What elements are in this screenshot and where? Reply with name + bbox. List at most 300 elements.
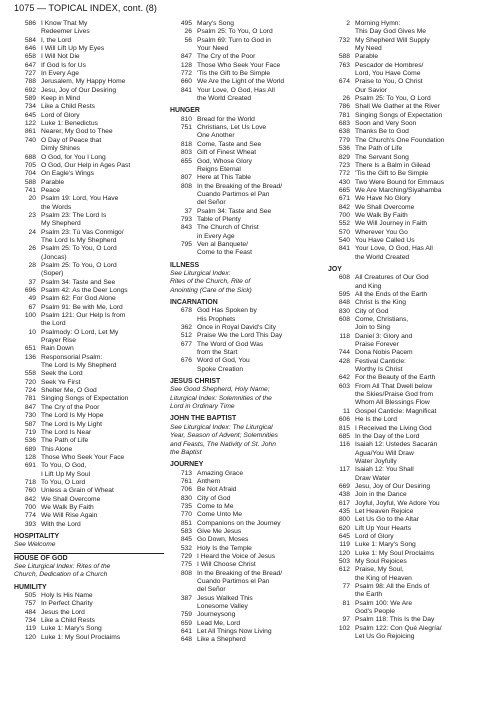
hymn-number: 612 <box>338 566 350 574</box>
hymn-number: 586 <box>24 20 36 27</box>
hymn-title: Let Heaven Rejoice <box>355 507 414 515</box>
hymn-title: Luke 1: Mary's Song <box>41 625 102 633</box>
hymn-number: 536 <box>24 437 36 445</box>
index-entry <box>170 528 320 536</box>
index-entry <box>170 495 320 503</box>
hymn-title: Parable <box>41 178 65 186</box>
hymn-number: 100 <box>24 312 36 320</box>
index-entry <box>170 324 320 332</box>
hymn-title: Singing Songs of Expectation <box>41 395 129 403</box>
hymn-title: The Lord Is My Hope <box>41 412 104 420</box>
index-entry <box>14 437 164 445</box>
hymn-title: 'Tis the Gift to Be Simple <box>355 170 429 178</box>
hymn-title: Praise to You, O Christ <box>355 78 423 86</box>
index-entry <box>170 37 320 45</box>
index-entry <box>328 145 478 153</box>
index-entry <box>170 561 320 569</box>
hymn-number: 830 <box>338 307 350 315</box>
hymn-number <box>328 391 355 399</box>
index-entry <box>328 103 478 111</box>
hymn-number <box>14 362 41 370</box>
hymn-title: Jesu, Joy of Our Desiring <box>41 86 117 94</box>
hymn-number <box>328 45 355 53</box>
index-entry <box>328 491 478 499</box>
hymn-title: Join in the Dance <box>355 491 407 499</box>
index-entry <box>328 274 478 282</box>
hymn-number: 788 <box>24 78 36 86</box>
index-entry <box>14 496 164 504</box>
hymn-title: You Have Called Us <box>355 236 415 244</box>
hymn-title: the Skies/Praise God from <box>355 391 434 399</box>
hymn-number <box>14 337 41 345</box>
index-entry <box>170 249 320 257</box>
index-entry <box>14 379 164 387</box>
see-reference: See Liturgical Index: Rites of the <box>14 563 111 570</box>
index-entry <box>328 374 478 382</box>
hymn-title: (Soper) <box>41 270 64 278</box>
hymn-number: 438 <box>338 491 350 499</box>
hymn-title: Jesus the Lord <box>41 608 85 616</box>
hymn-number: 683 <box>338 120 350 128</box>
index-entry <box>170 141 320 149</box>
index-entry <box>328 78 478 86</box>
hymn-title: The Church of Christ <box>197 224 259 232</box>
hymn-title: Dimly Shines <box>41 145 81 153</box>
hymn-number: 122 <box>24 120 36 128</box>
hymn-title: Come, Christians, <box>355 316 409 324</box>
hymn-title: O Day of Peace that <box>41 136 102 144</box>
hymn-number: 741 <box>24 186 36 194</box>
index-column-3 <box>328 20 478 641</box>
hymn-title: Psalm 69: Turn to God in <box>197 36 271 44</box>
hymn-title: Parable <box>355 53 379 61</box>
hymn-title: Bread for the World <box>197 115 255 123</box>
index-entry <box>328 154 478 162</box>
hymn-number: 28 <box>28 261 36 269</box>
index-entry <box>14 87 164 95</box>
hymn-title: from the Start <box>197 349 238 357</box>
hymn-title: I Know That My <box>41 20 88 27</box>
hymn-number: 706 <box>180 486 192 494</box>
index-entry <box>170 199 320 207</box>
hymn-title: Joyful, Joyful, We Adore You <box>355 499 440 507</box>
hymn-title: Shelter Me, O God <box>41 387 97 395</box>
hymn-title: In Every Age <box>41 70 79 78</box>
hymn-title: Luke 1: Mary's Song <box>355 541 416 549</box>
hymn-number <box>170 249 197 257</box>
hymn-title: Responsorial Psalm: <box>41 353 103 361</box>
index-entry <box>328 87 478 95</box>
index-entry <box>328 525 478 533</box>
hymn-number: 20 <box>28 195 36 203</box>
hymn-number: 730 <box>24 412 36 420</box>
hymn-title: We Have No Glory <box>355 195 411 203</box>
index-entry <box>14 220 164 228</box>
hymn-number: 642 <box>338 374 350 382</box>
index-entry <box>170 116 320 124</box>
hymn-title: Cuando Partimos el Pan <box>197 578 270 585</box>
hymn-title: Your Love, O God, Has All <box>355 245 433 253</box>
index-entry <box>170 28 320 36</box>
hymn-number: 658 <box>24 53 36 61</box>
hymn-title: Let Us Go Rejoicing <box>355 633 415 641</box>
hymn-number: 120 <box>24 633 36 641</box>
topic-heading: JOY <box>328 265 342 273</box>
index-entry <box>328 62 478 70</box>
hymn-number: 786 <box>338 103 350 111</box>
index-entry <box>14 279 164 287</box>
hymn-number: 676 <box>180 357 192 365</box>
hymn-title: I Will Not Die <box>41 53 80 61</box>
hymn-title: I Lift Up My Soul <box>41 470 91 478</box>
hymn-title: Psalm 25: To You, O Lord <box>41 245 117 253</box>
index-entry <box>170 174 320 182</box>
hymn-title: the Lord <box>41 320 66 328</box>
hymn-number: 770 <box>180 511 192 519</box>
index-entry <box>170 307 320 315</box>
hymn-number: 26 <box>28 245 36 253</box>
hymn-title: Lord of Glory <box>355 532 394 540</box>
hymn-title: Prayer Rise <box>41 337 76 345</box>
hymn-title: Wherever You Go <box>355 228 408 236</box>
hymn-number <box>328 283 355 291</box>
index-entry <box>328 179 478 187</box>
index-entry <box>328 128 478 136</box>
index-entry <box>14 320 164 328</box>
hymn-title: Lonesome Valley <box>197 603 248 611</box>
hymn-title: Pescador de Hombres/ <box>355 61 424 69</box>
hymn-number: 647 <box>24 61 36 69</box>
hymn-number: 772 <box>338 170 350 178</box>
index-entry <box>328 212 478 220</box>
index-entry <box>14 245 164 253</box>
hymn-number: 718 <box>24 478 36 486</box>
hymn-number: 536 <box>338 145 350 153</box>
hymn-title: Two Were Bound for Emmaus <box>355 178 445 186</box>
hymn-title: the Words <box>41 203 72 211</box>
hymn-title: Cuando Partimos el Pan <box>197 190 270 198</box>
hymn-title: He Is the Lord <box>355 416 398 424</box>
hymn-number: 678 <box>180 307 192 315</box>
index-entry <box>14 287 164 295</box>
hymn-title: Let All Things Now Living <box>197 628 272 636</box>
hymn-title: 'Tis the Gift to Be Simple <box>197 70 271 78</box>
hymn-title: In Perfect Charity <box>41 600 93 608</box>
hymn-title: Lord, You Have Come <box>355 70 421 78</box>
index-entry <box>14 95 164 103</box>
hymn-number: 641 <box>180 628 192 636</box>
index-entry <box>14 295 164 303</box>
hymn-title: I, the Lord <box>41 36 72 44</box>
index-entry <box>14 212 164 220</box>
hymn-number: 760 <box>24 487 36 495</box>
hymn-number: 669 <box>338 482 350 490</box>
hymn-title: (Joncas) <box>41 253 67 261</box>
index-entry <box>328 466 478 474</box>
hymn-title: Daniel 3: Glory and <box>355 332 413 340</box>
hymn-number: 648 <box>180 636 192 644</box>
index-entry <box>328 425 478 433</box>
index-entry <box>14 504 164 512</box>
hymn-title: Our Savior <box>355 86 387 94</box>
index-entry <box>170 536 320 544</box>
hymn-title: Psalm 19: Lord, You Have <box>41 195 119 203</box>
index-entry <box>170 62 320 70</box>
index-entry <box>328 383 478 391</box>
index-entry <box>170 341 320 349</box>
hymn-title: His Prophets <box>197 315 236 323</box>
index-entry <box>14 45 164 53</box>
hymn-title: the King of Heaven <box>355 574 412 582</box>
index-entry <box>14 370 164 378</box>
hymn-number: 744 <box>338 349 350 357</box>
hymn-number: 620 <box>338 524 350 532</box>
index-entry <box>170 478 320 486</box>
hymn-number: 608 <box>338 274 350 282</box>
hymn-number: 589 <box>24 95 36 103</box>
hymn-number <box>170 316 197 324</box>
topic-heading: HUNGER <box>170 107 200 115</box>
hymn-number: 606 <box>338 416 350 424</box>
hymn-title: Companions on the Journey <box>197 519 281 527</box>
hymn-title: Here at This Table <box>197 174 252 182</box>
hymn-title: Praise Forever <box>355 341 399 349</box>
hymn-number: 503 <box>338 558 350 565</box>
topic-heading: HUMILITY <box>14 583 47 591</box>
hymn-title: The Cry of the Poor <box>41 403 100 411</box>
hymn-title: God Has Spoken by <box>197 307 257 315</box>
hymn-number <box>328 475 355 483</box>
hymn-title: Holy Is the Temple <box>197 544 252 552</box>
index-entry <box>14 20 164 28</box>
index-entry <box>328 341 478 349</box>
hymn-title: Peace <box>41 186 60 194</box>
hymn-number: 118 <box>339 332 350 340</box>
index-entry <box>170 603 320 611</box>
see-reference: See Good Shepherd, Holy Name; <box>170 386 270 394</box>
hymn-title: Psalm 91: Be with Me, Lord <box>41 303 123 311</box>
index-entry <box>170 183 320 191</box>
see-reference: the Baptist <box>170 448 202 456</box>
hymn-number: 724 <box>24 387 36 395</box>
hymn-number: 651 <box>24 345 36 353</box>
hymn-title: Psalm 98: All the Ends of <box>355 583 430 591</box>
hymn-number: 56 <box>184 36 192 44</box>
index-entry <box>328 566 478 574</box>
hymn-title: All the Ends of the Earth <box>355 291 428 298</box>
hymn-number: 37 <box>184 207 192 215</box>
hymn-title: Come Unto Me <box>197 511 242 519</box>
index-entry <box>328 187 478 195</box>
hymn-title: Isaiah 12: Ustedes Sacarán <box>355 441 438 449</box>
index-entry <box>328 475 478 483</box>
hymn-title: Morning Hymn: <box>355 20 401 27</box>
hymn-title: Table of Plenty <box>197 215 241 223</box>
hymn-title: Lord of Glory <box>41 111 80 119</box>
index-entry <box>170 611 320 619</box>
index-entry <box>328 70 478 78</box>
index-entry <box>170 45 320 53</box>
hymn-number: 735 <box>180 502 192 510</box>
hymn-number: 584 <box>24 36 36 44</box>
index-entry <box>328 112 478 120</box>
hymn-number: 841 <box>180 86 192 94</box>
hymn-number: 842 <box>24 495 36 503</box>
hymn-number: 2 <box>346 20 350 27</box>
hymn-title: With the Lord <box>41 520 81 528</box>
hymn-number: 793 <box>180 215 192 223</box>
see-reference: Lord in Ordinary Time <box>170 403 235 411</box>
index-entry <box>328 450 478 458</box>
hymn-title: God's People <box>355 608 395 616</box>
index-entry <box>328 483 478 491</box>
hymn-title: The Lord Is My Light <box>41 420 102 428</box>
index-entry <box>328 608 478 616</box>
index-entry <box>14 120 164 128</box>
hymn-title: del Señor <box>197 199 226 207</box>
hymn-title: O God, for You I Long <box>41 153 106 161</box>
index-entry <box>14 145 164 153</box>
index-entry <box>14 179 164 187</box>
hymn-title: the World Created <box>355 253 410 261</box>
hymn-number: 763 <box>338 61 350 69</box>
hymn-number: 558 <box>24 370 36 378</box>
hymn-number: 587 <box>24 420 36 428</box>
hymn-title: Spoke Creation <box>197 365 244 373</box>
hymn-title: In the Day of the Lord <box>355 432 420 440</box>
hymn-title: Give Me Jesus <box>197 527 242 535</box>
index-entry <box>170 628 320 636</box>
hymn-title: I Will Choose Christ <box>197 561 256 569</box>
hymn-number: 818 <box>180 140 192 148</box>
hymn-title: Holy Is His Name <box>41 592 93 600</box>
index-entry <box>14 462 164 470</box>
hymn-number: 800 <box>338 516 350 524</box>
hymn-title: Let Us Go to the Altar <box>355 516 419 524</box>
hymn-number: 841 <box>338 245 350 253</box>
hymn-number: 67 <box>28 303 36 311</box>
hymn-number: 128 <box>24 453 36 461</box>
hymn-number <box>328 341 355 349</box>
hymn-number: 37 <box>28 278 36 286</box>
hymn-number: 691 <box>24 462 36 470</box>
hymn-title: Worthy Is Christ <box>355 366 403 374</box>
hymn-title: Like a Shepherd <box>197 636 246 644</box>
hymn-title: Christians, Let Us Love <box>197 124 267 132</box>
index-entry <box>170 357 320 365</box>
hymn-number: 665 <box>338 186 350 194</box>
index-entry <box>14 609 164 617</box>
index-entry <box>14 479 164 487</box>
hymn-number: 807 <box>180 174 192 182</box>
index-entry <box>328 516 478 524</box>
hymn-number: 761 <box>180 477 192 485</box>
index-entry <box>14 204 164 212</box>
hymn-number: 689 <box>24 445 36 453</box>
hymn-number: 774 <box>24 512 36 520</box>
hymn-number <box>14 471 41 479</box>
hymn-number: 23 <box>28 211 36 219</box>
hymn-number <box>170 578 197 586</box>
index-entry <box>328 324 478 332</box>
index-entry <box>170 158 320 166</box>
hymn-number <box>328 254 355 262</box>
index-entry <box>170 503 320 511</box>
hymn-title: Psalm 34: Taste and See <box>41 278 116 286</box>
index-entry <box>170 216 320 224</box>
hymn-number: 847 <box>24 403 36 411</box>
hymn-title: The Church's One Foundation <box>355 136 445 144</box>
index-entry <box>14 304 164 312</box>
hymn-title: We Shall Overcome <box>355 203 415 211</box>
hymn-title: Word of God, You <box>197 357 250 365</box>
hymn-title: Like a Child Rests <box>41 617 95 625</box>
hymn-number: 128 <box>180 61 192 69</box>
index-entry <box>14 103 164 111</box>
hymn-title: The Lord Is Near <box>41 428 92 436</box>
hymn-title: the Earth <box>355 591 383 599</box>
hymn-number <box>170 45 197 53</box>
hymn-number: 843 <box>180 224 192 232</box>
index-entry <box>14 137 164 145</box>
index-entry <box>328 299 478 307</box>
index-entry <box>170 233 320 241</box>
hymn-title: Psalmody: O Lord, Let My <box>41 328 119 336</box>
index-entry <box>170 124 320 132</box>
index-entry <box>14 521 164 529</box>
index-entry <box>14 600 164 608</box>
hymn-number: 719 <box>24 428 36 436</box>
page-header: 1075 — TOPICAL INDEX, cont. (8) <box>14 3 157 13</box>
index-entry <box>328 633 478 641</box>
index-entry <box>328 137 478 145</box>
hymn-title: Singing Songs of Expectation <box>355 111 443 119</box>
hymn-title: Psalm 25: To You, O Lord <box>197 28 273 36</box>
hymn-title: Festival Canticle: <box>355 357 406 365</box>
index-entry <box>328 458 478 466</box>
hymn-number <box>170 191 197 199</box>
hymn-number <box>328 633 355 641</box>
hymn-title: Whom All Blessings Flow <box>355 399 430 407</box>
hymn-number: 81 <box>342 599 350 607</box>
hymn-number: 655 <box>180 157 192 165</box>
index-entry <box>328 366 478 374</box>
hymn-title: Anthem <box>197 477 221 485</box>
hymn-title: Mary's Song <box>197 20 234 27</box>
hymn-title: I Will Lift Up My Eyes <box>41 45 105 53</box>
index-entry <box>328 95 478 103</box>
hymn-number: 660 <box>180 78 192 86</box>
hymn-number <box>170 586 197 594</box>
index-entry <box>328 53 478 61</box>
index-entry <box>14 162 164 170</box>
hymn-number <box>14 204 41 212</box>
hymn-title: Those Who Seek Your Face <box>197 61 281 69</box>
hymn-number: 713 <box>180 469 192 477</box>
index-entry <box>328 575 478 583</box>
hymn-title: City of God <box>355 307 389 315</box>
hymn-number: 646 <box>24 45 36 53</box>
hymn-title: Gospel Canticle: Magnificat <box>355 407 437 415</box>
index-entry <box>14 195 164 203</box>
index-entry <box>328 408 478 416</box>
hymn-title: Come to Me <box>197 502 234 510</box>
index-entry <box>14 395 164 403</box>
index-entry <box>14 617 164 625</box>
hymn-number: 674 <box>338 78 350 86</box>
hymn-number: 692 <box>24 86 36 94</box>
hymn-title: Unless a Grain of Wheat <box>41 487 114 495</box>
